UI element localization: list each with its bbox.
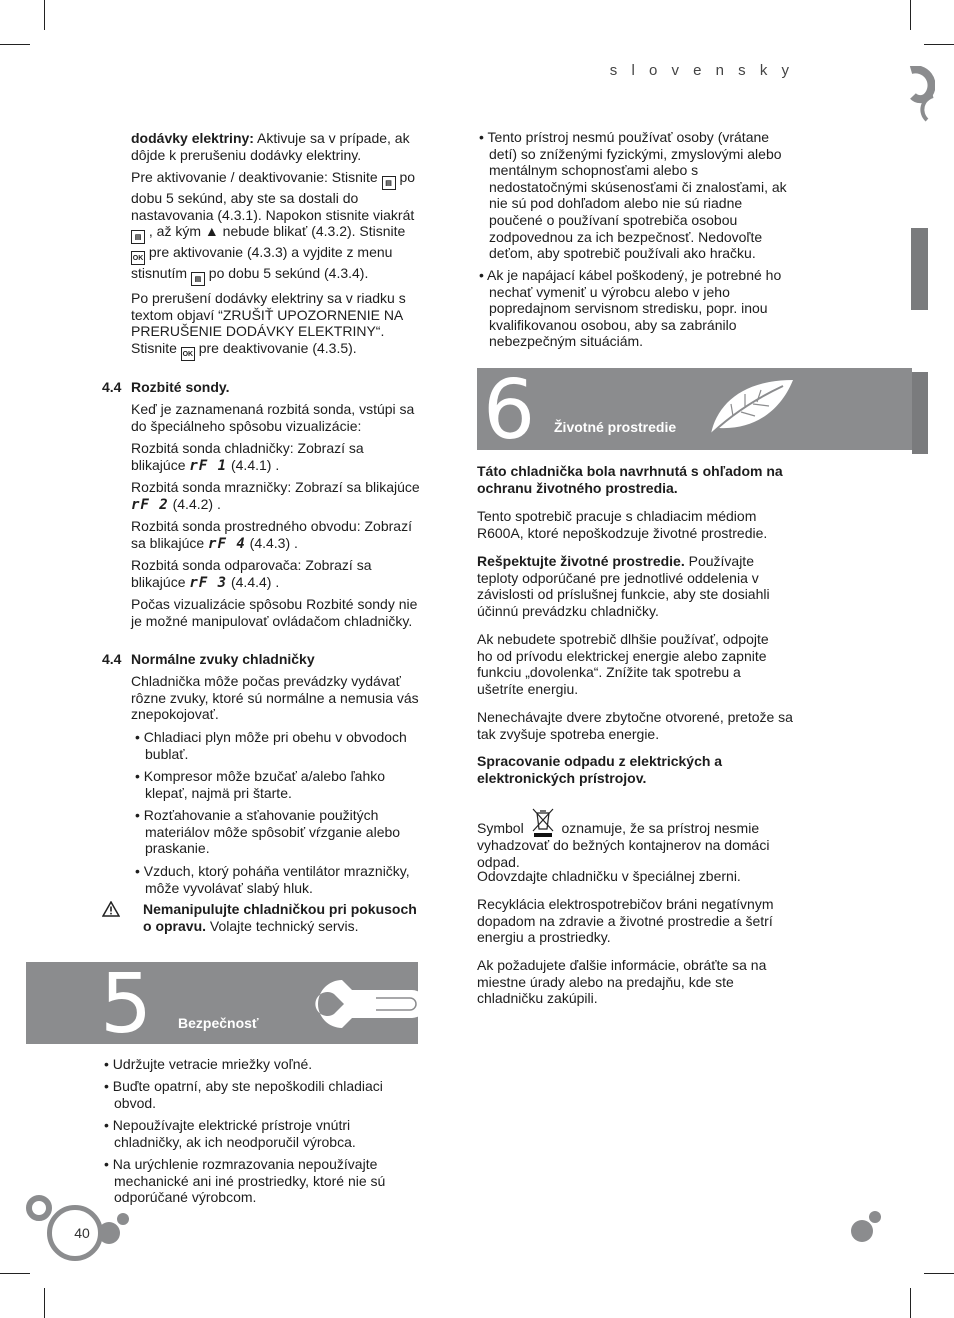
- list-item: • Rozťahovanie a sťahovanie použitých materiálov môže spôsobiť vŕzganie alebo praskanie.: [135, 807, 401, 857]
- decorative-circle: [117, 1213, 129, 1225]
- paragraph: Spracovanie odpadu z elektrických a elektronických prístrojov.: [477, 753, 723, 786]
- paragraph: Táto chladnička bola navrhnutá s ohľadom na ochranu životného prostredia.: [477, 463, 783, 496]
- bold-text: Nemanipulujte chladničkou pri pokusoch o opravu.: [143, 901, 417, 934]
- section-band-5: [26, 957, 418, 1052]
- heading-title: Rozbité sondy.: [131, 379, 230, 395]
- list-item: • Na urýchlenie rozmrazovania nepoužívajte mechanické ani iné prostriedky, ktoré nie sú odporúčané výrobcom.: [104, 1156, 386, 1206]
- crop-mark: [910, 0, 911, 30]
- list-item-text: Udržujte vetracie mriežky voľné.: [112, 1056, 313, 1072]
- list-item-text: Kompresor môže bzučať a/alebo ľahko klepať, najmä pri štarte.: [143, 768, 386, 801]
- paragraph: [131, 169, 421, 286]
- list-item-text: Nepoužívajte elektrické prístroje vnútri chladničky, ak ich neodporučil výrobca.: [112, 1117, 356, 1150]
- list-item: • Nepoužívajte elektrické prístroje vnútri chladničky, ak ich neodporučil výrobca.: [104, 1117, 356, 1150]
- list-item: • Chladiaci plyn môže pri obehu v obvodoch bublať.: [135, 729, 407, 762]
- list-item: • Buďte opatrní, aby ste nepoškodili chladiaci obvod.: [104, 1078, 383, 1111]
- text: Pre aktivovanie / deaktivovanie: Stisnite: [131, 169, 378, 185]
- crop-mark: [44, 0, 45, 30]
- text: po dobu 5 sekúnd (4.3.4).: [204, 265, 369, 282]
- paragraph: [477, 807, 789, 870]
- display-code: rF 3: [189, 574, 228, 591]
- list-item: • Ak je napájací kábel poškodený, je potrebné ho nechať vymeniť u výrobcu alebo v jeho popredajnom servisnom stredisku, popr. inou kvalifikovanou osobou, aby sa zabránilo nebezpečným situáciám.: [479, 267, 782, 350]
- section-number: 5: [100, 957, 153, 1052]
- paragraph: Nenechávajte dvere zbytočne otvorené, pretože sa tak zvyšuje spotreba energie.: [477, 709, 793, 742]
- crop-mark: [910, 1288, 911, 1318]
- text: , až kým: [145, 223, 202, 240]
- side-tab: [911, 228, 928, 310]
- menu-icon: ▤: [131, 230, 145, 244]
- warning-paragraph: [143, 901, 418, 934]
- text: Po prerušení dodávky elektriny sa v riadku s textom objaví “ZRUŠIŤ UPOZORNENIE NA PRERUŠENIE DODÁVKY ELEKTRINY“. Stisnite: [131, 290, 406, 356]
- list-item-text: Vzduch, ktorý poháňa ventilátor mrazničky, môže vyvolávať slabý hluk.: [143, 863, 410, 896]
- paragraph: [131, 518, 421, 552]
- list-item-text: Na urýchlenie rozmrazovania nepoužívajte mechanické ani iné prostriedky, ktoré nie sú odporúčané výrobcom.: [112, 1156, 386, 1206]
- text: (4.4.2) .: [168, 495, 221, 512]
- decorative-circle: [26, 1195, 52, 1221]
- section-title: Bezpečnosť: [178, 1015, 259, 1031]
- text: nebude blikať (4.3.2). Stisnite: [218, 223, 406, 240]
- ok-icon: OK: [181, 347, 195, 361]
- language-label: s l o v e n s k y: [609, 62, 794, 79]
- heading-number: 4.4: [102, 379, 122, 395]
- text: Volajte technický servis.: [206, 917, 359, 934]
- crop-mark: [924, 44, 954, 45]
- section-title: Životné prostredie: [554, 419, 677, 435]
- display-code: rF 1: [189, 457, 228, 474]
- side-tab: [912, 372, 928, 454]
- paragraph: Počas vizualizácie spôsobu Rozbité sondy nie je možné manipulovať ovládačom chladničky.: [131, 596, 418, 629]
- list-item-text: Tento prístroj nesmú používať osoby (vrátane detí) so zníženými fyzickými, zmyslovými alebo mentálnym schopnosťami alebo s nedostatočnými skúsenosťami či znalosťami, ak nie sú pod dohľadom alebo nie sú riadne poučené o používaní spotrebiča osobou zodpovednou za ich bezpečnosť. Nedovoľte deťom, aby spotrebič používali ako hračku.: [487, 129, 787, 262]
- decorative-circle: [851, 1220, 873, 1242]
- list-item: • Udržujte vetracie mriežky voľné.: [104, 1056, 313, 1072]
- paragraph: [131, 557, 421, 591]
- text: Rozbitá sonda chladničky: Zobrazí sa blikajúce: [131, 440, 364, 473]
- list-item-text: Buďte opatrní, aby ste nepoškodili chladiaci obvod.: [112, 1078, 383, 1111]
- text: (4.4.1) .: [227, 456, 280, 473]
- decorative-circle: [869, 1211, 881, 1223]
- crop-mark: [0, 44, 30, 45]
- paragraph: Recyklácia elektrospotrebičov bráni negatívnym dopadom na zdravie a životné prostredie a šetrí energiu a prostriedky.: [477, 896, 774, 946]
- paragraph: [477, 553, 789, 619]
- text: Symbol: [477, 820, 524, 836]
- wrench-icon: [312, 976, 418, 1032]
- list-item: • Tento prístroj nesmú používať osoby (vrátane detí) so zníženými fyzickými, zmyslovými alebo mentálnym schopnosťami alebo s nedostatočnými skúsenosťami či znalosťami, ak nie sú pod dohľadom alebo nie sú riadne poučené o používaní spotrebiča osobou zodpovednou za ich bezpečnosť. Nedovoľte deťom, aby spotrebič používali ako hračku.: [479, 129, 787, 262]
- text: pre aktivovanie (4.3.3) a vyjdite z menu stisnutím: [131, 244, 393, 282]
- crop-mark: [44, 1288, 45, 1318]
- text: Rozbitá sonda prostredného obvodu: Zobrazí sa blikajúce: [131, 518, 412, 551]
- warning-icon: [102, 901, 120, 917]
- bold-text: dodávky elektriny:: [131, 130, 254, 146]
- text: Rozbitá sonda mrazničky: Zobrazí sa blikajúce: [131, 479, 420, 495]
- paragraph: Ak nebudete spotrebič dlhšie používať, odpojte ho od prívodu elektrickej energie alebo zapnite funkciu „dovolenka“. Znížite tak spotrebu a ušetríte energiu.: [477, 631, 769, 697]
- list-item-text: Chladiaci plyn môže pri obehu v obvodoch bublať.: [143, 729, 407, 762]
- heading-title: Normálne zvuky chladničky: [131, 651, 315, 667]
- text: po dobu 5 sekúnd, aby ste sa dostali do nastavovania (4.3.1). Napokon stisnite viakrát: [131, 169, 416, 223]
- text: pre deaktivovanie (4.3.5).: [194, 339, 357, 356]
- paragraph: [131, 130, 421, 163]
- menu-icon: ▤: [191, 272, 205, 286]
- list-item-text: Ak je napájací kábel poškodený, je potrebné ho nechať vymeniť u výrobcu alebo v jeho popredajnom servisnom stredisku, popr. inou kvalifikovanou osobou, aby sa zabránilo nebezpečným situáciám.: [487, 267, 782, 350]
- heading-number: 4.4: [102, 651, 122, 667]
- crop-mark: [0, 1273, 30, 1274]
- crossed-bin-icon: [530, 807, 556, 837]
- warning-icon: ▲: [204, 223, 219, 240]
- leaf-icon: [703, 374, 797, 440]
- paragraph: Odovzdajte chladničku v špeciálnej zberni.: [477, 868, 741, 884]
- ok-icon: OK: [131, 251, 145, 265]
- menu-icon: ▤: [382, 176, 396, 190]
- paragraph: Chladnička môže počas prevádzky vydávať rôzne zvuky, ktoré sú normálne a nemusia vás znepokojovať.: [131, 673, 419, 723]
- text: Používajte teploty odporúčané pre jednotlivé oddelenia v závislosti od príslušnej funkcie, aby ste dosiahli účinnú prevádzku chladničky.: [477, 553, 770, 619]
- section-band-6: [477, 363, 912, 458]
- list-item: • Kompresor môže bzučať a/alebo ľahko klepať, najmä pri štarte.: [135, 768, 386, 801]
- paragraph: Ak požadujete ďalšie informácie, obráťte sa na miestne úrady alebo na predajňu, kde ste chladničku zakúpili.: [477, 957, 767, 1007]
- paragraph: [131, 479, 421, 513]
- paragraph: Tento spotrebič pracuje s chladiacim médiom R600A, ktoré nepoškodzuje životné prostredie.: [477, 508, 768, 541]
- paragraph: [131, 440, 421, 474]
- bold-text: Rešpektujte životné prostredie.: [477, 553, 685, 569]
- list-item: • Vzduch, ktorý poháňa ventilátor mrazničky, môže vyvolávať slabý hluk.: [135, 863, 410, 896]
- display-code: rF 4: [208, 535, 246, 552]
- section-heading: [102, 651, 315, 668]
- paragraph: [131, 290, 421, 361]
- paragraph: Keď je zaznamenaná rozbitá sonda, vstúpi sa do špeciálneho spôsobu vizualizácie:: [131, 401, 415, 434]
- display-code: rF 2: [131, 496, 169, 513]
- list-item-text: Rozťahovanie a sťahovanie použitých materiálov môže spôsobiť vŕzganie alebo praskanie.: [143, 807, 401, 857]
- page-number: 40: [74, 1225, 90, 1241]
- crop-mark: [924, 1273, 954, 1274]
- text: (4.4.4) .: [227, 573, 280, 590]
- text: oznamuje, že sa prístroj nesmie vyhadzovať do bežných kontajnerov na domáci odpad.: [477, 820, 770, 870]
- text: Aktivuje sa v prípade, ak dôjde k prerušeniu dodávky elektriny.: [131, 130, 410, 163]
- section-heading: [102, 379, 230, 396]
- text: Rozbitá sonda odparovača: Zobrazí sa blikajúce: [131, 557, 372, 590]
- section-number: 6: [483, 363, 536, 458]
- decorative-circle: [98, 1222, 120, 1244]
- text: (4.4.3) .: [245, 534, 298, 551]
- corner-swirl-icon: [905, 66, 935, 126]
